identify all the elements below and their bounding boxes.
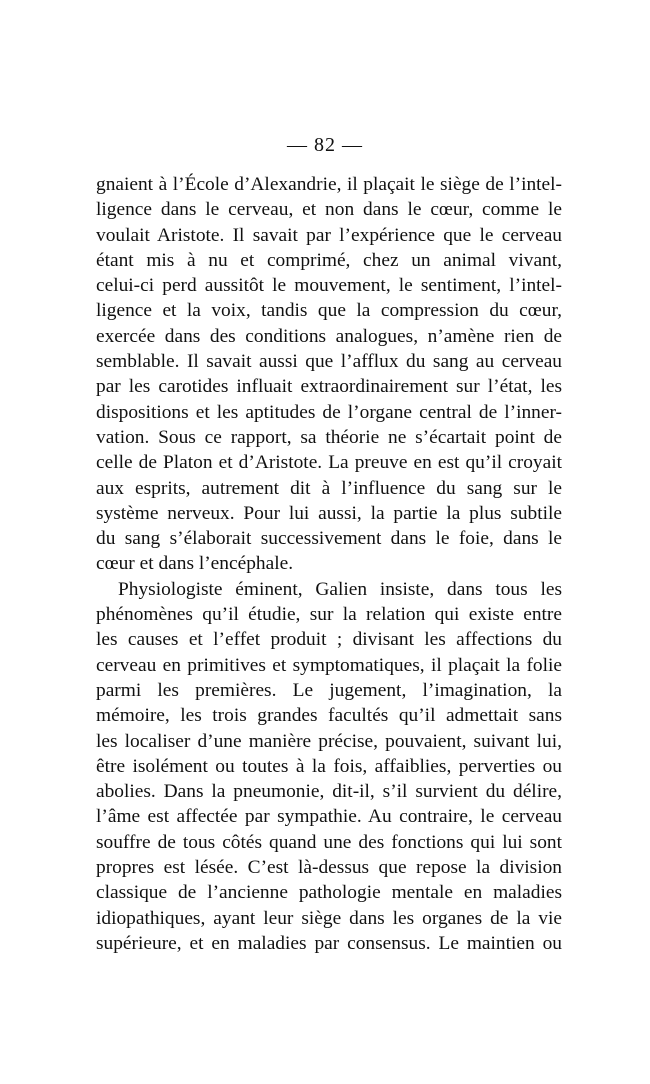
- text-line: voulait Aristote. Il savait par l’expérience que le cerveau: [96, 224, 562, 246]
- text-line: du sang s’élaborait successivement dans le foie, dans le: [96, 528, 562, 550]
- text-line: abolies. Dans la pneumonie, dit-il, s’il survient du délire,: [96, 781, 562, 803]
- text-line: parmi les premières. Le jugement, l’imagination, la: [96, 679, 562, 701]
- text-line: gnaient à l’École d’Alexandrie, il plaçait le siège de l’intel-: [96, 174, 562, 195]
- text-line: semblable. Il savait aussi que l’afflux du sang au cerveau: [96, 351, 562, 373]
- page-number: — 82 —: [287, 134, 363, 156]
- text-line: phénomènes qu’il étudie, sur la relation qui existe entre: [96, 604, 562, 626]
- text-line: souffre de tous côtés quand une des fonctions qui lui sont: [96, 831, 562, 853]
- text-line: propres est lésée. C’est là-dessus que repose la division: [96, 857, 562, 879]
- text-line: aux esprits, autrement dit à l’influence du sang sur le: [96, 477, 562, 499]
- text-line: cerveau en primitives et symptomatiques, il plaçait la folie: [96, 654, 562, 676]
- text-line: les localiser d’une manière précise, pouvaient, suivant lui,: [96, 730, 562, 752]
- text-line: celui-ci perd aussitôt le mouvement, le sentiment, l’intel-: [96, 275, 562, 297]
- text-line: exercée dans des conditions analogues, n’amène rien de: [96, 325, 562, 347]
- text-line: celle de Platon et d’Aristote. La preuve en est qu’il croyait: [96, 452, 562, 474]
- text-line: système nerveux. Pour lui aussi, la partie la plus subtile: [96, 502, 562, 524]
- paragraph-1: [96, 172, 562, 577]
- text-line: Physiologiste éminent, Galien insiste, dans tous les: [118, 578, 562, 600]
- text-line: les causes et l’effet produit ; divisant les affections du: [96, 629, 562, 651]
- text-line: supérieure, et en maladies par consensus. Le maintien ou: [96, 932, 562, 954]
- text-line: mémoire, les trois grandes facultés qu’il admettait sans: [96, 705, 562, 727]
- text-line: ligence et la voix, tandis que la compression du cœur,: [96, 300, 562, 322]
- text-line: étant mis à nu et comprimé, chez un animal vivant,: [96, 249, 562, 271]
- text-line: être isolément ou toutes à la fois, affaiblies, perverties ou: [96, 755, 562, 777]
- text-line: l’âme est affectée par sympathie. Au contraire, le cerveau: [96, 806, 562, 828]
- text-line: cœur et dans l’encéphale.: [96, 553, 294, 575]
- text-line: classique de l’ancienne pathologie mentale en maladies: [96, 882, 562, 904]
- text-line: idiopathiques, ayant leur siège dans les organes de la vie: [96, 907, 562, 929]
- text-line: dispositions et les aptitudes de l’organe central de l’inner-: [96, 401, 562, 423]
- body-text: [96, 172, 562, 956]
- text-line: ligence dans le cerveau, et non dans le cœur, comme le: [96, 199, 562, 221]
- paragraph-2: [96, 577, 562, 956]
- text-line: par les carotides influait extraordinairement sur l’état, les: [96, 376, 562, 398]
- text-line: vation. Sous ce rapport, sa théorie ne s’écartait point de: [96, 426, 562, 448]
